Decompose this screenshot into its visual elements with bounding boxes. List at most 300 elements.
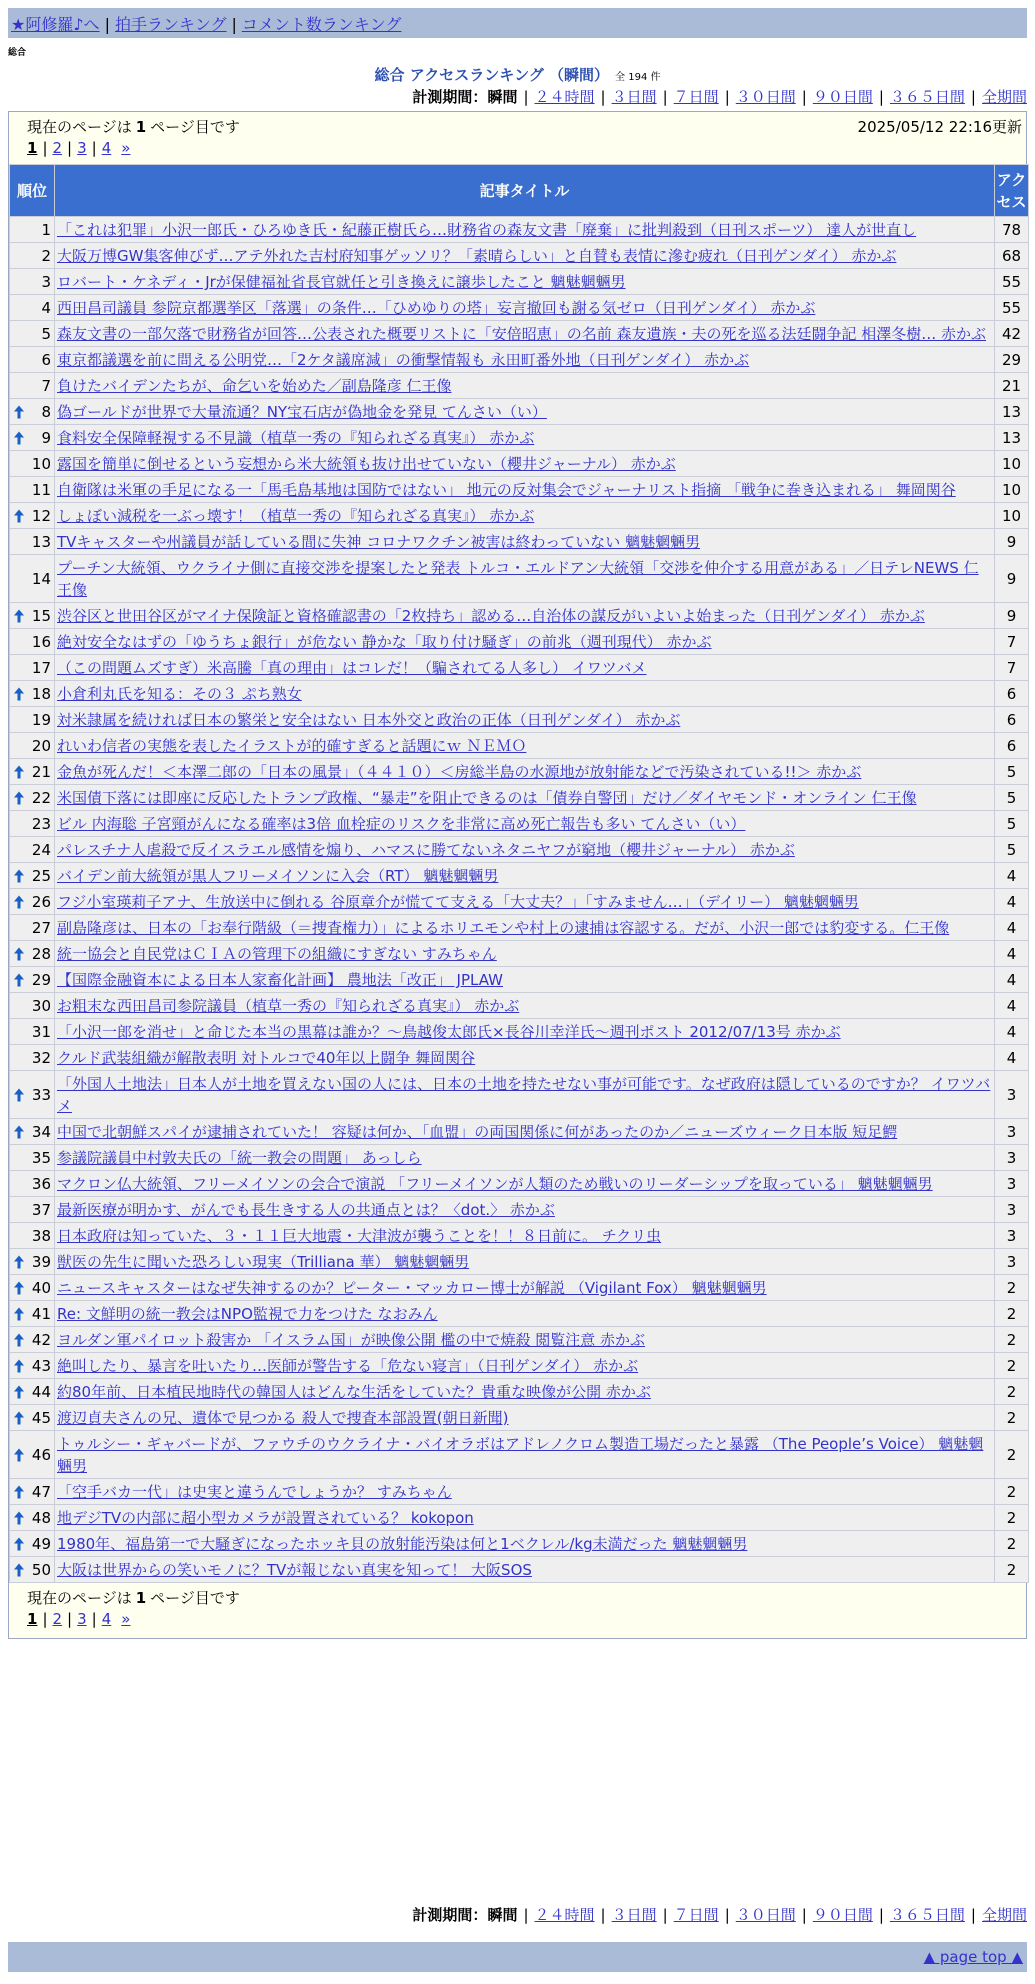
rank-number: 22 — [31, 789, 51, 807]
title-cell — [55, 243, 995, 269]
table-row — [10, 785, 1029, 811]
article-link[interactable]: 「空手バカ一代」は史実と違うんでしょうか？ すみちゃん — [57, 1483, 452, 1501]
rank-cell — [10, 785, 55, 811]
nav-separator: | — [231, 15, 237, 34]
rank-cell — [10, 733, 55, 759]
period-current: 瞬間 — [487, 88, 518, 106]
period-separator: | — [662, 88, 668, 106]
title-cell — [55, 863, 995, 889]
rank-cell — [10, 941, 55, 967]
rank-cell — [10, 655, 55, 681]
article-link[interactable]: 大阪は世界からの笑いモノに？TVが報じない真実を知って！ 大阪SOS — [57, 1561, 532, 1579]
access-count: 7 — [995, 655, 1029, 681]
pager-link[interactable]: 4 — [101, 139, 112, 157]
rank-cell — [10, 1479, 55, 1505]
pager-link[interactable]: 4 — [101, 1610, 112, 1628]
ranking-table — [9, 164, 1029, 1583]
title-cell — [55, 269, 995, 295]
access-count: 10 — [995, 503, 1029, 529]
access-count: 42 — [995, 321, 1029, 347]
title-cell — [55, 1019, 995, 1045]
period-link[interactable]: 全期間 — [981, 88, 1027, 106]
rank-up-arrow-icon — [14, 687, 24, 700]
rank-number: 7 — [41, 377, 51, 395]
table-row — [10, 1071, 1029, 1119]
access-count: 2 — [995, 1505, 1029, 1531]
article-link[interactable]: 最新医療が明かす、がんでも長生きする人の共通点とは？〈dot.〉 赤かぶ — [57, 1201, 555, 1219]
top-nav-bar — [8, 8, 1027, 38]
period-separator: | — [724, 1906, 730, 1924]
article-link[interactable]: ビル 内海聡 子宮頸がんになる確率は3倍 血栓症のリスクを非常に高め死亡報告も多い てんさい（い） — [57, 815, 746, 833]
table-row — [10, 425, 1029, 451]
rank-number: 36 — [31, 1175, 51, 1193]
period-separator: | — [662, 1906, 668, 1924]
article-link[interactable]: 【国際金融資本による日本人家畜化計画】 農地法「改正」 JPLAW — [57, 971, 503, 989]
rank-column-header: 順位 — [10, 165, 55, 217]
article-link[interactable]: 統一協会と自民党はＣＩＡの管理下の組織にすぎない すみちゃん — [57, 945, 497, 963]
period-link[interactable]: ３日間 — [611, 88, 657, 106]
article-link[interactable]: 偽ゴールドが世界で大量流通？NY宝石店が偽地金を発見 てんさい（い） — [57, 403, 547, 421]
table-row — [10, 347, 1029, 373]
pager-separator: | — [91, 1610, 97, 1628]
rank-up-arrow-icon — [14, 869, 24, 882]
rank-number: 35 — [31, 1149, 51, 1167]
article-link[interactable]: お粗末な西田昌司参院議員（植草一秀の『知られざる真実』） 赤かぶ — [57, 997, 520, 1015]
title-cell — [55, 1353, 995, 1379]
access-count: 3 — [995, 1223, 1029, 1249]
article-link[interactable]: フジ小室瑛莉子アナ、生放送中に倒れる 谷原章介が慌てて支える「大丈夫？」「すみません…」（デイリー） 魑魅魍魎男 — [57, 893, 859, 911]
table-row — [10, 915, 1029, 941]
period-link[interactable]: ３６５日間 — [889, 88, 965, 106]
article-link[interactable]: ヨルダン軍パイロット殺害か 「イスラム国」が映像公開 檻の中で焼殺 閲覧注意 赤かぶ — [57, 1331, 646, 1349]
access-count: 3 — [995, 1119, 1029, 1145]
rank-up-arrow-icon — [14, 1125, 24, 1138]
rank-cell — [10, 863, 55, 889]
period-label: 計測期間： — [412, 88, 488, 106]
title-cell — [55, 1197, 995, 1223]
title-cell — [55, 837, 995, 863]
rank-cell — [10, 555, 55, 603]
applause-ranking-link[interactable]: 拍手ランキング — [114, 15, 227, 34]
access-count: 2 — [995, 1405, 1029, 1431]
current-page-number: 1 — [135, 1589, 147, 1607]
rank-number: 44 — [31, 1383, 51, 1401]
rank-cell — [10, 1145, 55, 1171]
rank-cell — [10, 1353, 55, 1379]
page-info-top — [9, 112, 1026, 164]
article-link[interactable]: プーチン大統領、ウクライナ側に直接交渉を提案したと発表 トルコ・エルドアン大統領「交渉を仲介する用意がある」／日テレNEWS 仁王像 — [57, 559, 979, 599]
article-link[interactable]: 「外国人土地法」日本人が土地を買えない国の人には、日本の土地を持たせない事が可能です。なぜ政府は隠しているのですか？ イワツバメ — [57, 1075, 991, 1115]
rank-cell — [10, 681, 55, 707]
table-row — [10, 269, 1029, 295]
title-cell — [55, 1249, 995, 1275]
period-link[interactable]: ３６５日間 — [889, 1906, 965, 1924]
article-link[interactable]: 東京都議選を前に問える公明党…「2ケタ議席減」の衝撃情報も 永田町番外地（日刊ゲンダイ） 赤かぶ — [57, 351, 750, 369]
title-cell — [55, 425, 995, 451]
rank-number: 48 — [31, 1509, 51, 1527]
article-link[interactable]: 森友文書の一部欠落で財務省が回答…公表された概要リストに「安倍昭恵」の名前 森友遺族・夫の死を巡る法廷闘争記 相澤冬樹… 赤かぶ — [57, 325, 987, 343]
table-row — [10, 655, 1029, 681]
rank-cell — [10, 1557, 55, 1583]
period-link[interactable]: ２４時間 — [534, 88, 595, 106]
access-count: 3 — [995, 1171, 1029, 1197]
access-count: 4 — [995, 1019, 1029, 1045]
access-count: 3 — [995, 1249, 1029, 1275]
access-count: 4 — [995, 941, 1029, 967]
article-link[interactable]: 金魚が死んだ！＜本澤二郎の「日本の風景」（４４１０）＜房総半島の水源地が放射能などで汚染されている!!＞ 赤かぶ — [57, 763, 862, 781]
period-link[interactable]: ７日間 — [673, 1906, 719, 1924]
rank-number: 38 — [31, 1227, 51, 1245]
table-row — [10, 1327, 1029, 1353]
access-count: 2 — [995, 1275, 1029, 1301]
rank-number: 41 — [31, 1305, 51, 1323]
rank-cell — [10, 1171, 55, 1197]
title-cell — [55, 759, 995, 785]
rank-number: 37 — [31, 1201, 51, 1219]
period-separator: | — [878, 88, 884, 106]
title-cell — [55, 347, 995, 373]
rank-cell — [10, 269, 55, 295]
comment-ranking-link[interactable]: コメント数ランキング — [241, 15, 402, 34]
access-count: 7 — [995, 629, 1029, 655]
rank-number: 2 — [41, 247, 51, 265]
pager-link[interactable]: 2 — [52, 139, 63, 157]
title-cell — [55, 1045, 995, 1071]
article-link[interactable]: 負けたバイデンたちが、命乞いを始めた／副島隆彦 仁王像 — [57, 377, 452, 395]
home-link[interactable]: ★阿修羅♪へ — [11, 15, 100, 34]
access-count: 2 — [995, 1327, 1029, 1353]
article-link[interactable]: 渋谷区と世田谷区がマイナ保険証と資格確認書の「2枚持ち」認める…自治体の謀反がいよいよ始まった（日刊ゲンダイ） 赤かぶ — [57, 607, 925, 625]
title-cell — [55, 451, 995, 477]
rank-cell — [10, 1531, 55, 1557]
table-row — [10, 1531, 1029, 1557]
title-cell — [55, 915, 995, 941]
nav-separator: | — [104, 15, 110, 34]
pagination-bottom — [27, 1610, 130, 1628]
table-row — [10, 529, 1029, 555]
rank-up-arrow-icon — [14, 609, 24, 622]
article-link[interactable]: 露国を簡単に倒せるという妄想から米大統領も抜け出せていない（櫻井ジャーナル） 赤かぶ — [57, 455, 676, 473]
article-link[interactable]: Re: 文鮮明の統一教会はNPO監視で力をつけた なおみん — [57, 1305, 438, 1323]
rank-number: 3 — [41, 273, 51, 291]
page-info-bottom — [9, 1583, 1026, 1638]
table-row — [10, 1301, 1029, 1327]
period-separator: | — [724, 88, 730, 106]
article-link[interactable]: TVキャスターや州議員が話している間に失神 コロナワクチン被害は終わっていない 魑魅魍魎男 — [57, 533, 701, 551]
title-cell — [55, 1119, 995, 1145]
title-cell — [55, 1327, 995, 1353]
article-link[interactable]: クルド武装組織が解散表明 対トルコで40年以上闘争 舞岡関谷 — [57, 1049, 476, 1067]
period-link[interactable]: ７日間 — [673, 88, 719, 106]
title-cell — [55, 707, 995, 733]
pager-link[interactable]: 3 — [77, 1610, 87, 1628]
rank-cell — [10, 1301, 55, 1327]
period-link[interactable]: ９０日間 — [812, 1906, 873, 1924]
title-cell — [55, 811, 995, 837]
rank-number: 45 — [31, 1409, 51, 1427]
table-row — [10, 1405, 1029, 1431]
access-count: 9 — [995, 603, 1029, 629]
pager-link[interactable]: 2 — [52, 1610, 63, 1628]
bottom-bar — [8, 1942, 1027, 1972]
table-row — [10, 503, 1029, 529]
current-page-prefix: 現在のページは — [27, 1589, 132, 1607]
access-count: 4 — [995, 967, 1029, 993]
article-link[interactable]: 西田昌司議員 参院京都選挙区「落選」の条件…「ひめゆりの塔」妄言撤回も謝る気ゼロ（日刊ゲンダイ） 赤かぶ — [57, 299, 816, 317]
article-link[interactable]: 「これは犯罪」小沢一郎氏・ひろゆき氏・紀藤正樹氏ら…財務省の森友文書「廃棄」に批判殺到（日刊スポーツ） 達人が世直し — [57, 221, 917, 239]
rank-number: 19 — [31, 711, 51, 729]
article-link[interactable]: パレスチナ人虐殺で反イスラエル感情を煽り、ハマスに勝てないネタニヤフが窮地（櫻井ジャーナル） 赤かぶ — [57, 841, 795, 859]
category-tag: 総合 — [8, 48, 27, 58]
rank-cell — [10, 451, 55, 477]
rank-number: 47 — [31, 1483, 51, 1501]
title-cell — [55, 1531, 995, 1557]
pager-current: 1 — [27, 1610, 38, 1628]
period-separator: | — [600, 88, 606, 106]
article-link[interactable]: 対米隷属を続ければ日本の繁栄と安全はない 日本外交と政治の正体（日刊ゲンダイ） 赤かぶ — [57, 711, 681, 729]
table-row — [10, 1557, 1029, 1583]
rank-up-arrow-icon — [14, 405, 24, 418]
article-link[interactable]: ロバート・ケネディ・Jrが保健福祉省長官就任と引き換えに譲歩したこと 魑魅魍魎男 — [57, 273, 626, 291]
table-row — [10, 603, 1029, 629]
access-count: 21 — [995, 373, 1029, 399]
access-count: 10 — [995, 451, 1029, 477]
total-count: 全 194 件 — [615, 72, 661, 83]
title-column-header: 記事タイトル — [55, 165, 995, 217]
access-count: 6 — [995, 707, 1029, 733]
table-row — [10, 1045, 1029, 1071]
article-link[interactable]: 渡辺貞夫さんの兄、遺体で見つかる 殺人で捜査本部設置(朝日新聞) — [57, 1409, 509, 1427]
table-row — [10, 373, 1029, 399]
title-cell — [55, 1171, 995, 1197]
rank-up-arrow-icon — [14, 1448, 24, 1461]
article-link[interactable]: 自衛隊は米軍の手足になる一「馬毛島基地は国防ではない」 地元の反対集会でジャーナリスト指摘 「戦争に巻き込まれる」 舞岡関谷 — [57, 481, 956, 499]
ranking-rows — [10, 217, 1029, 1583]
current-page-prefix: 現在のページは — [27, 118, 132, 136]
rank-number: 49 — [31, 1535, 51, 1553]
article-link[interactable]: バイデン前大統領が黒人フリーメイソンに入会（RT） 魑魅魍魎男 — [57, 867, 499, 885]
article-link[interactable]: 小倉利丸氏を知る：その３ ぷち熟女 — [57, 685, 302, 703]
page-top-link[interactable]: ▲ page top ▲ — [923, 1948, 1023, 1966]
table-row — [10, 811, 1029, 837]
table-row — [10, 321, 1029, 347]
access-count: 3 — [995, 1145, 1029, 1171]
title-cell — [55, 1405, 995, 1431]
rank-cell — [10, 967, 55, 993]
table-row — [10, 707, 1029, 733]
table-row — [10, 967, 1029, 993]
current-page-suffix: ページ目です — [150, 118, 240, 136]
title-cell — [55, 681, 995, 707]
pager-separator: | — [91, 139, 97, 157]
article-link[interactable]: 大阪万博GW集客伸びず…アテ外れた吉村府知事ゲッソリ？「素晴らしい」と自賛も表情に滲む疲れ（日刊ゲンダイ） 赤かぶ — [57, 247, 897, 265]
access-column-header: アクセス — [995, 165, 1029, 217]
period-link[interactable]: ３日間 — [611, 1906, 657, 1924]
title-cell — [55, 1431, 995, 1479]
table-row — [10, 941, 1029, 967]
title-cell — [55, 1505, 995, 1531]
title-cell — [55, 1301, 995, 1327]
rank-cell — [10, 1045, 55, 1071]
rank-up-arrow-icon — [14, 1563, 24, 1576]
title-cell — [55, 655, 995, 681]
rank-up-arrow-icon — [14, 509, 24, 522]
article-link[interactable]: れいわ信者の実態を表したイラストが的確すぎると話題にｗ ＮＥＭＯ — [57, 737, 527, 755]
article-link[interactable]: 食料安全保障軽視する不見識（植草一秀の『知られざる真実』） 赤かぶ — [57, 429, 535, 447]
article-link[interactable]: 地デジTVの内部に超小型カメラが設置されている？ kokopon — [57, 1509, 474, 1527]
rank-number: 1 — [41, 221, 51, 239]
rank-up-arrow-icon — [14, 1088, 24, 1101]
rank-up-arrow-icon — [14, 1333, 24, 1346]
article-link[interactable]: トゥルシー・ギャバードが、ファウチのウクライナ・バイオラボはアドレノクロム製造工場だったと暴露 （The People’s Voice） 魑魅魍魎男 — [57, 1435, 984, 1475]
rank-cell — [10, 477, 55, 503]
rank-cell — [10, 1249, 55, 1275]
rank-cell — [10, 1119, 55, 1145]
period-link[interactable]: ２４時間 — [534, 1906, 595, 1924]
rank-up-arrow-icon — [14, 431, 24, 444]
pager-separator: | — [42, 1610, 48, 1628]
rank-up-arrow-icon — [14, 765, 24, 778]
article-link[interactable]: 日本政府は知っていた、３・１１巨大地震・大津波が襲うことを！！８日前に。 チクリ虫 — [57, 1227, 662, 1245]
table-row — [10, 993, 1029, 1019]
ranking-heading — [8, 64, 1027, 85]
rank-cell — [10, 1019, 55, 1045]
access-count: 2 — [995, 1431, 1029, 1479]
article-link[interactable]: 中国で北朝鮮スパイが逮捕されていた！ 容疑は何か、「血盟」の両国関係に何があったのか／ニューズウィーク日本版 短足鰐 — [57, 1123, 898, 1141]
access-count: 55 — [995, 295, 1029, 321]
article-link[interactable]: 約80年前、日本植民地時代の韓国人はどんな生活をしていた？貴重な映像が公開 赤かぶ — [57, 1383, 651, 1401]
table-row — [10, 681, 1029, 707]
period-label: 計測期間： — [412, 1906, 488, 1924]
rank-cell — [10, 1197, 55, 1223]
period-separator: | — [801, 88, 807, 106]
title-cell — [55, 321, 995, 347]
table-header-row — [10, 165, 1029, 217]
rank-cell — [10, 837, 55, 863]
rank-number: 21 — [31, 763, 51, 781]
article-link[interactable]: 参議院議員中村敦夫氏の「統一教会の問題」 あっしら — [57, 1149, 422, 1167]
title-cell — [55, 1479, 995, 1505]
access-count: 2 — [995, 1379, 1029, 1405]
rank-cell — [10, 529, 55, 555]
period-separator: | — [878, 1906, 884, 1924]
table-row — [10, 1197, 1029, 1223]
article-link[interactable]: マクロン仏大統領、フリーメイソンの会合で演説 「フリーメイソンが人類のため戦いのリーダーシップを取っている」 魑魅魍魎男 — [57, 1175, 933, 1193]
period-link[interactable]: 全期間 — [981, 1906, 1027, 1924]
article-link[interactable]: 1980年、福島第一で大騒ぎになったホッキ貝の放射能汚染は何と1ベクレル/kg未満だった 魑魅魍魎男 — [57, 1535, 748, 1553]
rank-number: 4 — [41, 299, 51, 317]
rank-cell — [10, 243, 55, 269]
article-link[interactable]: 副島隆彦は、日本の「お奉行階級（＝捜査権力）」によるホリエモンや村上の逮捕は容認する。だが、小沢一郎では豹変する。仁王像 — [57, 919, 950, 937]
title-cell — [55, 733, 995, 759]
pager-next-link[interactable]: » — [121, 1610, 131, 1628]
table-row — [10, 1479, 1029, 1505]
rank-number: 16 — [31, 633, 51, 651]
article-link[interactable]: しょぼい減税を一ぶっ壊す！（植草一秀の『知られざる真実』） 赤かぶ — [57, 507, 535, 525]
access-count: 2 — [995, 1479, 1029, 1505]
table-row — [10, 733, 1029, 759]
rank-up-arrow-icon — [14, 1385, 24, 1398]
period-link[interactable]: ３０日間 — [735, 1906, 796, 1924]
period-separator: | — [970, 1906, 976, 1924]
article-link[interactable]: 「小沢一郎を消せ」と命じた本当の黒幕は誰か？～鳥越俊太郎氏×長谷川幸洋氏～週刊ポスト 2012/07/13号 赤かぶ — [57, 1023, 841, 1041]
title-cell — [55, 1145, 995, 1171]
article-link[interactable]: 米国債下落には即座に反応したトランプ政権、“暴走”を阻止できるのは「債券自警団」だけ／ダイヤモンド・オンライン 仁王像 — [57, 789, 917, 807]
rank-number: 9 — [41, 429, 51, 447]
article-link[interactable]: 絶対安全なはずの「ゆうちょ銀行」が危ない 静かな「取り付け騒ぎ」の前兆（週刊現代） 赤かぶ — [57, 633, 712, 651]
table-row — [10, 217, 1029, 243]
title-cell — [55, 295, 995, 321]
title-cell — [55, 1071, 995, 1119]
rank-number: 8 — [41, 403, 51, 421]
access-count: 4 — [995, 993, 1029, 1019]
rank-cell — [10, 603, 55, 629]
title-cell — [55, 1223, 995, 1249]
rank-number: 20 — [31, 737, 51, 755]
access-count: 3 — [995, 1197, 1029, 1223]
table-row — [10, 1145, 1029, 1171]
period-link[interactable]: ３０日間 — [735, 88, 796, 106]
article-link[interactable]: ニュースキャスターはなぜ失神するのか？ピーター・マッカロー博士が解説 （Vigilant Fox） 魑魅魍魎男 — [57, 1279, 767, 1297]
table-row — [10, 1249, 1029, 1275]
access-count: 2 — [995, 1301, 1029, 1327]
rank-up-arrow-icon — [14, 791, 24, 804]
table-row — [10, 889, 1029, 915]
table-row — [10, 1171, 1029, 1197]
access-count: 13 — [995, 399, 1029, 425]
title-cell — [55, 217, 995, 243]
rank-cell — [10, 889, 55, 915]
title-cell — [55, 399, 995, 425]
article-link[interactable]: 絶叫したり、暴言を吐いたり…医師が警告する「危ない寝言」（日刊ゲンダイ） 赤かぶ — [57, 1357, 639, 1375]
rank-up-arrow-icon — [14, 1255, 24, 1268]
rank-number: 32 — [31, 1049, 51, 1067]
table-row — [10, 399, 1029, 425]
rank-up-arrow-icon — [14, 1411, 24, 1424]
table-row — [10, 1119, 1029, 1145]
rank-up-arrow-icon — [14, 1281, 24, 1294]
current-page-suffix: ページ目です — [150, 1589, 240, 1607]
rank-number: 5 — [41, 325, 51, 343]
table-row — [10, 1379, 1029, 1405]
access-count: 5 — [995, 759, 1029, 785]
access-count: 4 — [995, 863, 1029, 889]
pager-link[interactable]: 3 — [77, 139, 87, 157]
article-link[interactable]: 獣医の先生に聞いた恐ろしい現実（Trilliana 華） 魑魅魍魎男 — [57, 1253, 470, 1271]
title-cell — [55, 555, 995, 603]
rank-number: 26 — [31, 893, 51, 911]
rank-cell — [10, 425, 55, 451]
pager-current: 1 — [27, 139, 38, 157]
period-link[interactable]: ９０日間 — [812, 88, 873, 106]
title-cell — [55, 373, 995, 399]
rank-cell — [10, 1405, 55, 1431]
title-cell — [55, 993, 995, 1019]
rank-up-arrow-icon — [14, 1359, 24, 1372]
rank-number: 17 — [31, 659, 51, 677]
pager-separator: | — [42, 139, 48, 157]
period-selector-top — [8, 86, 1027, 107]
title-cell — [55, 941, 995, 967]
pager-next-link[interactable]: » — [121, 139, 131, 157]
rank-number: 50 — [31, 1561, 51, 1579]
article-link[interactable]: （この問題ムズすぎ）米高騰「真の理由」はコレだ！（騙されてる人多し） イワツバメ — [57, 659, 647, 677]
title-cell — [55, 967, 995, 993]
period-separator: | — [523, 88, 529, 106]
table-row — [10, 1275, 1029, 1301]
rank-up-arrow-icon — [14, 895, 24, 908]
period-selector-bottom — [8, 1904, 1027, 1925]
